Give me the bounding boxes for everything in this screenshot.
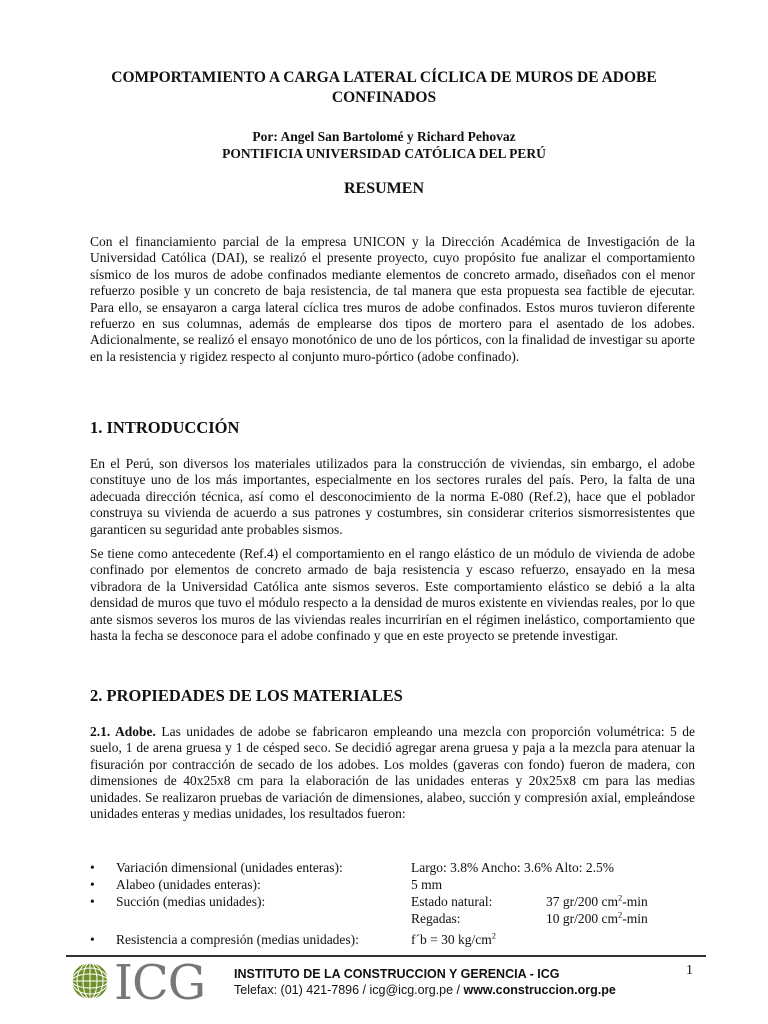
property-value: Largo: 3.8% Ancho: 3.6% Alto: 2.5% <box>411 860 614 875</box>
website-link[interactable]: www.construccion.org.pe <box>463 983 616 997</box>
property-value: Estado natural: <box>411 894 493 909</box>
bullet-icon: • <box>90 932 95 947</box>
property-value <box>411 932 496 948</box>
value-tail: -min <box>622 911 648 926</box>
icg-logo: ICG <box>114 955 206 1011</box>
paper-title: COMPORTAMIENTO A CARGA LATERAL CÍCLICA DE MUROS DE ADOBE CONFINADOS <box>111 69 657 106</box>
globe-icon <box>70 961 110 1001</box>
subsection-label: 2.1. Adobe. <box>90 724 156 739</box>
property-label: Succión (medias unidades): <box>116 894 266 909</box>
byline <box>80 128 688 162</box>
list-item <box>90 932 700 949</box>
resumen-text: Con el financiamiento parcial de la empresa UNICON y la Dirección Académica de Investigación de la Universidad Católica (DAI), se realizó el presente proyecto, cuyo propósito fue analizar el comportamiento sísmico de los muros de adobe confinados mediante elementos de concreto armado, diseñados con el menor refuerzo posible y un concreto de baja resistencia, de tal manera que esta propuesta sea factible de ejecutar. Para ello, se ensayaron a carga lateral cíclica tres muros de adobe confinados. Estos muros tuvieron diferente refuerzo en sus columnas, además de emplearse dos tipos de mortero para el asentado de los adobes. Adicionalmente, se realizó el ensayo monotónico de uno de los pórticos, con la finalidad de investigar su aporte en la resistencia y rigidez respecto al conjunto muro-pórtico (adobe confinado). <box>90 234 695 364</box>
contact-text: Telefax: (01) 421-7896 / icg@icg.org.pe / <box>234 983 464 997</box>
authors: Por: Angel San Bartolomé y Richard Pehovaz <box>252 129 516 144</box>
value-tail: -min <box>622 894 648 909</box>
superscript: 2 <box>491 930 496 941</box>
list-item <box>90 877 700 894</box>
property-label: Variación dimensional (unidades enteras): <box>116 860 343 875</box>
property-label: Resistencia a compresión (medias unidades): <box>116 932 359 947</box>
value-text: f´b = 30 kg/cm <box>411 932 492 947</box>
properties-list <box>90 860 700 949</box>
value-text: 10 gr/200 cm <box>546 911 618 926</box>
section-1-paragraph-1: En el Perú, son diversos los materiales utilizados para la construcción de viviendas, sin embargo, el adobe constituye uno de los más importantes, especialmente en los sectores rurales del país. Pero, la falta de una adecuada dirección técnica, así como el desconocimiento de la norma E-080 (Ref.2), hace que el poblador construya su vivienda de acuerdo a sus patrones y costumbres, sin considerar criterios sismorresistentes que garanticen su seguridad ante probables sismos. <box>90 456 695 537</box>
property-value: 5 mm <box>411 877 443 892</box>
property-value: Regadas: <box>411 911 461 926</box>
list-item <box>90 894 700 911</box>
bullet-icon: • <box>90 860 95 875</box>
bullet-icon: • <box>90 894 95 909</box>
section-1-paragraph-2: Se tiene como antecedente (Ref.4) el comportamiento en el rango elástico de un módulo de vivienda de adobe confinado por elementos de concreto armado de baja resistencia y escaso refuerzo, ensayado en la mesa vibradora de la Universidad Católica ante sismos severos. Este comportamiento elástico se debió a la alta densidad de muros que tuvo el módulo respecto a la densidad de muros existente en viviendas reales, por lo que ante sismos severos los muros de las viviendas reales incurrirían en el régimen inelástico, comportamiento que hasta la fecha se desconoce para el adobe confinado y que en este proyecto se pretende investigar. <box>90 546 695 644</box>
superscript: 2 <box>618 892 623 903</box>
superscript: 2 <box>618 909 623 920</box>
section-2-1-paragraph <box>90 724 695 822</box>
property-label: Alabeo (unidades enteras): <box>116 877 261 892</box>
footer-contact <box>234 983 616 997</box>
property-value-2 <box>546 894 648 910</box>
section-2-heading: 2. PROPIEDADES DE LOS MATERIALES <box>90 686 403 705</box>
footer-institute: INSTITUTO DE LA CONSTRUCCION Y GERENCIA - ICG <box>234 967 560 981</box>
section-1-heading: 1. INTRODUCCIÓN <box>90 418 240 437</box>
resumen-heading: RESUMEN <box>343 180 424 197</box>
list-item <box>90 860 700 877</box>
list-item <box>90 911 700 928</box>
bullet-icon: • <box>90 877 95 892</box>
page-footer <box>66 955 706 1011</box>
institution: PONTIFICIA UNIVERSIDAD CATÓLICA DEL PERÚ <box>222 146 546 161</box>
page-number: 1 <box>686 963 693 978</box>
subsection-text: Las unidades de adobe se fabricaron empleando una mezcla con proporción volumétrica: 5 de suelo, 1 de arena gruesa y 1 de césped seco. Se decidió agregar arena gruesa y paja a la mezcla para atenuar la fisuración por contracción de secado de los adobes. Los moldes (gaveras con fondo) fueron de madera, con dimensiones de 40x25x8 cm para la elaboración de las unidades enteras y 20x25x8 cm para las medias unidades. Se realizaron pruebas de variación de dimensiones, alabeo, succión y compresión axial, empleándose unidades enteras y medias unidades, los resultados fueron: <box>90 724 696 822</box>
value-text: 37 gr/200 cm <box>546 894 618 909</box>
property-value-2 <box>546 911 648 927</box>
